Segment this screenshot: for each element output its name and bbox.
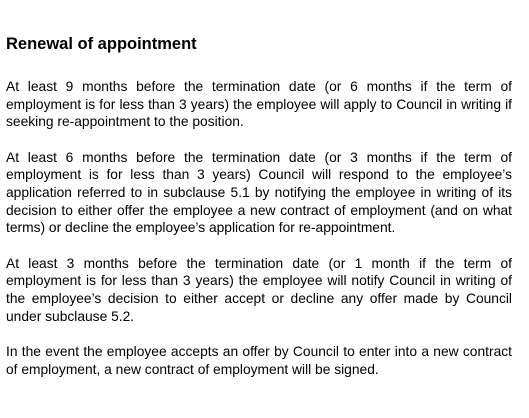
paragraph-council-response: At least 6 months before the termination date (or 3 months if the term of employment is for less than 3 years) Council will respond to the employee’s application referred to in subclause 5.1 by notifying the employee in writing of its decision to either offer the employee a new contract of employment (and on what terms) or decline the employee’s application for re-appointment. (6, 149, 512, 236)
paragraph-employee-decision: At least 3 months before the termination date (or 1 month if the term of employment is for less than 3 years) the employee will notify Council in writing of the employee’s decision to either accept or decline any offer made by Council under subclause 5.2. (6, 255, 512, 324)
section-heading: Renewal of appointment (6, 35, 197, 53)
paragraph-application-deadline: At least 9 months before the termination date (or 6 months if the term of employment is for less than 3 years) the employee will apply to Council in writing if seeking re-appointment to the position. (6, 79, 512, 130)
paragraph-new-contract: In the event the employee accepts an offer by Council to enter into a new contract of employment, a new contract of employment will be signed. (6, 344, 512, 377)
document-body (6, 34, 512, 396)
